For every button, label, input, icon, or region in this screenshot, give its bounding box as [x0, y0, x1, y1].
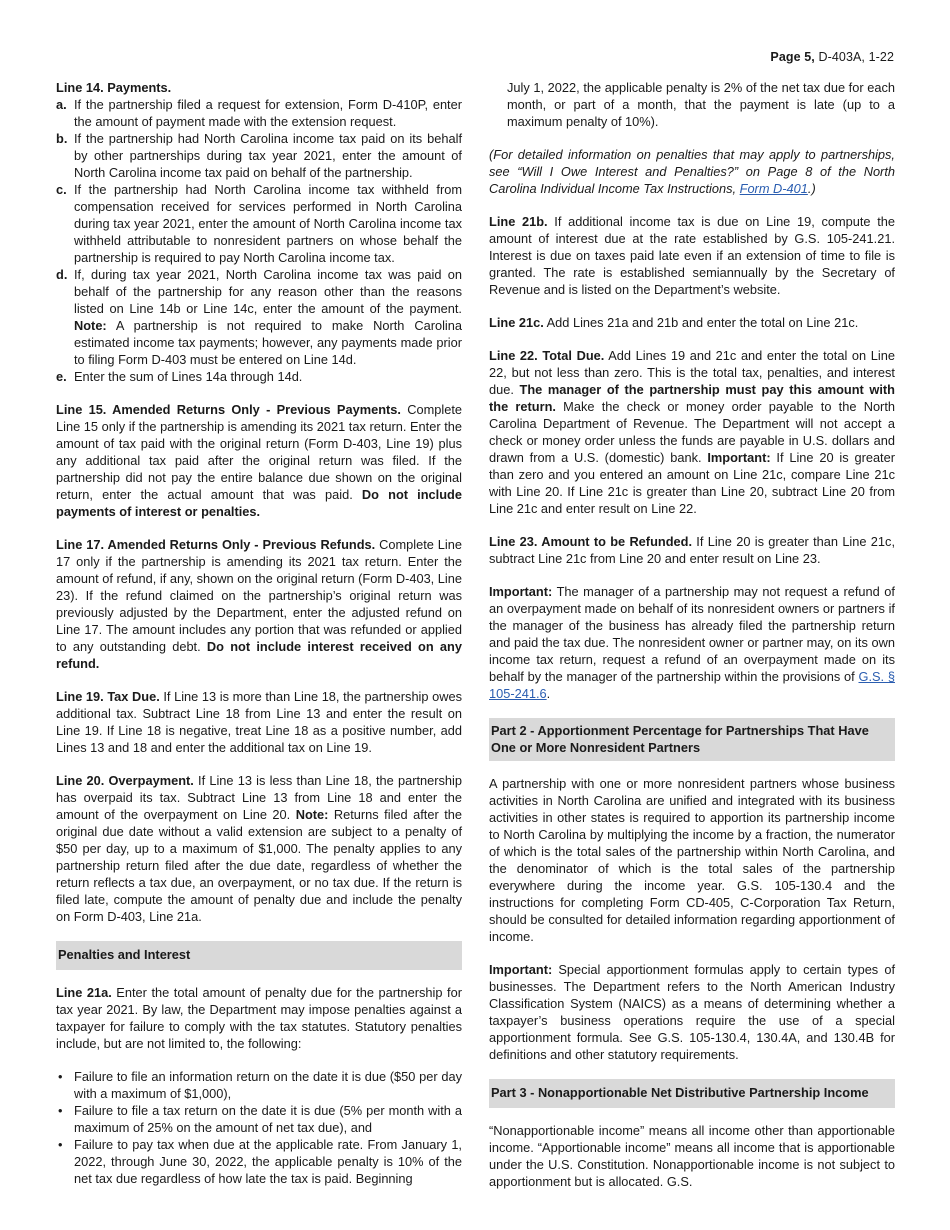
part3-section-header: Part 3 - Nonapportionable Net Distributive Partnership Income	[489, 1079, 895, 1108]
list-item: c. If the partnership had North Carolina income tax withheld from compensation received for services performed in North Carolina during tax year 2021, enter the amount of North Carolina income tax withheld attributable to nonresident partners on whose behalf the partnership is required to pay North Carolina income tax.	[56, 182, 462, 265]
list-item: d. If, during tax year 2021, North Carolina income tax was paid on behalf of the partnership for any reason other than the reasons listed on Line 14b or Line 14c, enter the amount of the payment. Note: A partnership is not required to make North Carolina estimated income tax payments; however, any payments made prior to filing Form D-403 must be entered on Line 14d.	[56, 267, 462, 367]
line21c-section: Line 21c. Add Lines 21a and 21b and enter the total on Line 21c.	[489, 315, 859, 330]
list-item: • Failure to file a tax return on the date it is due (5% per month with a maximum of 25% on the amount of net tax due), and	[58, 1103, 462, 1135]
list-item: e. Enter the sum of Lines 14a through 14d.	[56, 369, 303, 384]
part2-important: Important: Special apportionment formulas apply to certain types of businesses. The Department refers to the North American Industry Classification System (NAICS) as a means of determining whether a taxpayer’s business operations require the use of a special apportionment formula. See G.S. 105-130.4, 130.4A, and 130.4B for definitions and other statutory requirements.	[489, 962, 895, 1062]
part2-body: A partnership with one or more nonresident partners whose business activities in North Carolina are unified and integrated with its business activities in other states is required to apportion its partnership income to North Carolina by multiplying the income by a fraction, the numerator of which is the total sales of the partnership within North Carolina, and the denominator of which is the total sales of the partnership everywhere during the income year. G.S. 105-130.4 and the instructions for completing Form CD-405, C-Corporation Tax Return, should be consulted for detailed information regarding apportionment of income.	[489, 776, 895, 944]
line21a-title: Line 21a.	[56, 985, 112, 1000]
important-refund-note: Important: The manager of a partnership may not request a refund of an overpayment made on behalf of its nonresident owners or partners if the manager of the business has already filed the partnership return and paid the tax due. The nonresident owner or partner may, on its own income tax return, request a refund of an overpayment made on its behalf by the manager of the partnership within the provisions of G.S. § 105-241.6.	[489, 584, 895, 701]
line20-section: Line 20. Overpayment. If Line 13 is less than Line 18, the partnership has overpaid its tax. Subtract Line 13 from Line 18 and enter the amount of the overpayment on Line 20. Note: Returns filed after the original due date without a valid extension are subject to a penalty of $50 per day, up to a maximum of $1,000. The penalty applies to any partnership return filed after the due date, regardless of whether the return reflects a tax due, an overpayment, or no tax due. If the return is filed late, compute the amount of penalty due and include the penalty on Form D-403, Line 21a.	[56, 773, 463, 924]
line23-title: Line 23. Amount to be Refunded.	[489, 534, 693, 549]
note-label: Note:	[74, 318, 107, 333]
line21c-title: Line 21c.	[489, 315, 544, 330]
line22-section: Line 22. Total Due. Add Lines 19 and 21c and enter the total on Line 22, but not less than zero. This is the total tax, penalties, and interest due. The manager of the partnership must pay this amount with the return. Make the check or money order payable to the North Carolina Department of Revenue. The Department will not accept a check or money order unless the funds are payable in U.S. dollars and drawn from a U.S. (domestic) bank. Important: If Line 20 is greater than zero and you entered an amount on Line 21c, compare Line 21c with Line 20. If Line 21c is greater than Line 20, subtract Line 20 from Line 21c and enter result on Line 22.	[489, 348, 895, 516]
line19-title: Line 19. Tax Due.	[56, 689, 160, 704]
list-item: a. If the partnership filed a request for extension, Form D-410P, enter the amount of payment made with the extension request.	[56, 97, 462, 129]
penalty-bullets	[56, 1068, 462, 1187]
left-column	[56, 79, 462, 1187]
line17-title: Line 17. Amended Returns Only - Previous Refunds.	[56, 537, 376, 552]
line19-section: Line 19. Tax Due. If Line 13 is more than Line 18, the partnership owes additional tax. Subtract Line 18 from Line 13 and enter the result on Line 19. If Line 18 is negative, treat Line 18 as a positive number, add Lines 13 and 18 and enter the additional tax on Line 19.	[56, 689, 462, 755]
line14-title: Line 14. Payments.	[56, 80, 172, 95]
line14-section	[56, 79, 462, 385]
part2-section-header: Part 2 - Apportionment Percentage for Partnerships That Have One or More Nonresident Partners	[489, 718, 895, 761]
list-item: b. If the partnership had North Carolina income tax paid on its behalf by other partnerships during tax year 2021, enter the amount of North Carolina income tax paid on behalf of the partnership.	[56, 131, 462, 180]
gs-105-241-6-link[interactable]: G.S. § 105-241.6	[489, 669, 895, 701]
list-item: • Failure to file an information return on the date it is due ($50 per day with a maximum of $1,000),	[58, 1069, 462, 1101]
line21b-section: Line 21b. If additional income tax is due on Line 19, compute the amount of interest due at the rate established by G.S. 105-241.21. Interest is due on taxes paid late even if an extension of time to file is granted. The rate is established semiannually by the Secretary of Revenue and is listed on the Department’s website.	[489, 214, 896, 297]
line23-section: Line 23. Amount to be Refunded. If Line 20 is greater than Line 21c, subtract Line 21c from Line 20 and enter result on Line 23.	[489, 534, 895, 566]
page-number: Page 5,	[770, 50, 815, 64]
line21b-title: Line 21b.	[489, 214, 548, 229]
line14-list	[56, 96, 462, 385]
page-header	[770, 50, 894, 64]
part3-body: “Nonapportionable income” means all income other than apportionable income. “Apportionable income” means all income that is apportionable under the U.S. Constitution. Nonapportionable income is not subject to apportionment but is allocated. G.S.	[489, 1123, 895, 1189]
line20-title: Line 20. Overpayment.	[56, 773, 194, 788]
detailed-info-note: (For detailed information on penalties that may apply to partnerships, see “Will I Owe Interest and Penalties?” on Page 8 of the North Carolina Individual Income Tax Instructions, Form D-401.)	[489, 147, 895, 196]
line21a-section: Line 21a. Enter the total amount of penalty due for the partnership for tax year 2021. By law, the Department may impose penalties against a taxpayer for failure to comply with the tax statutes. Statutory penalties include, but are not limited to, the following:	[56, 985, 462, 1051]
form-code: D-403A, 1-22	[814, 50, 894, 64]
list-item: • Failure to pay tax when due at the applicable rate. From January 1, 2022, through June 30, 2022, the applicable penalty is 10% of the net tax due regardless of how late the tax is paid. Beginning	[58, 1137, 462, 1186]
line22-title: Line 22. Total Due.	[489, 348, 605, 363]
line15-section: Line 15. Amended Returns Only - Previous Payments. Complete Line 15 only if the partnership is amending its 2021 tax return. Enter the amount of tax paid with the original return (Form D-403, Line 19) plus any additional tax paid after the original return was filed. If the partnership did not pay the entire balance due shown on the original return, enter the actual amount that was paid. Do not include payments of interest or penalties.	[56, 402, 462, 519]
form-d401-link[interactable]: Form D-401	[739, 181, 808, 196]
penalty-bullet-continued: July 1, 2022, the applicable penalty is 2% of the net tax due for each month, or part of a month, that the payment is late (up to a maximum penalty of 10%).	[507, 80, 895, 129]
penalties-section-header: Penalties and Interest	[56, 941, 462, 970]
right-column	[489, 79, 895, 1206]
line15-title: Line 15. Amended Returns Only - Previous Payments.	[56, 402, 401, 417]
line17-section: Line 17. Amended Returns Only - Previous Refunds. Complete Line 17 only if the partnership is amending its 2021 tax return. Enter the amount of refund, if any, shown on the original return (Form D-403, Line 23). If the refund claimed on the partnership’s original return was previously adjusted by the Department, enter the adjusted refund on Line 17. The amount includes any portion that was refunded or applied to any outstanding debt. Do not include interest received on any refund.	[56, 537, 462, 671]
